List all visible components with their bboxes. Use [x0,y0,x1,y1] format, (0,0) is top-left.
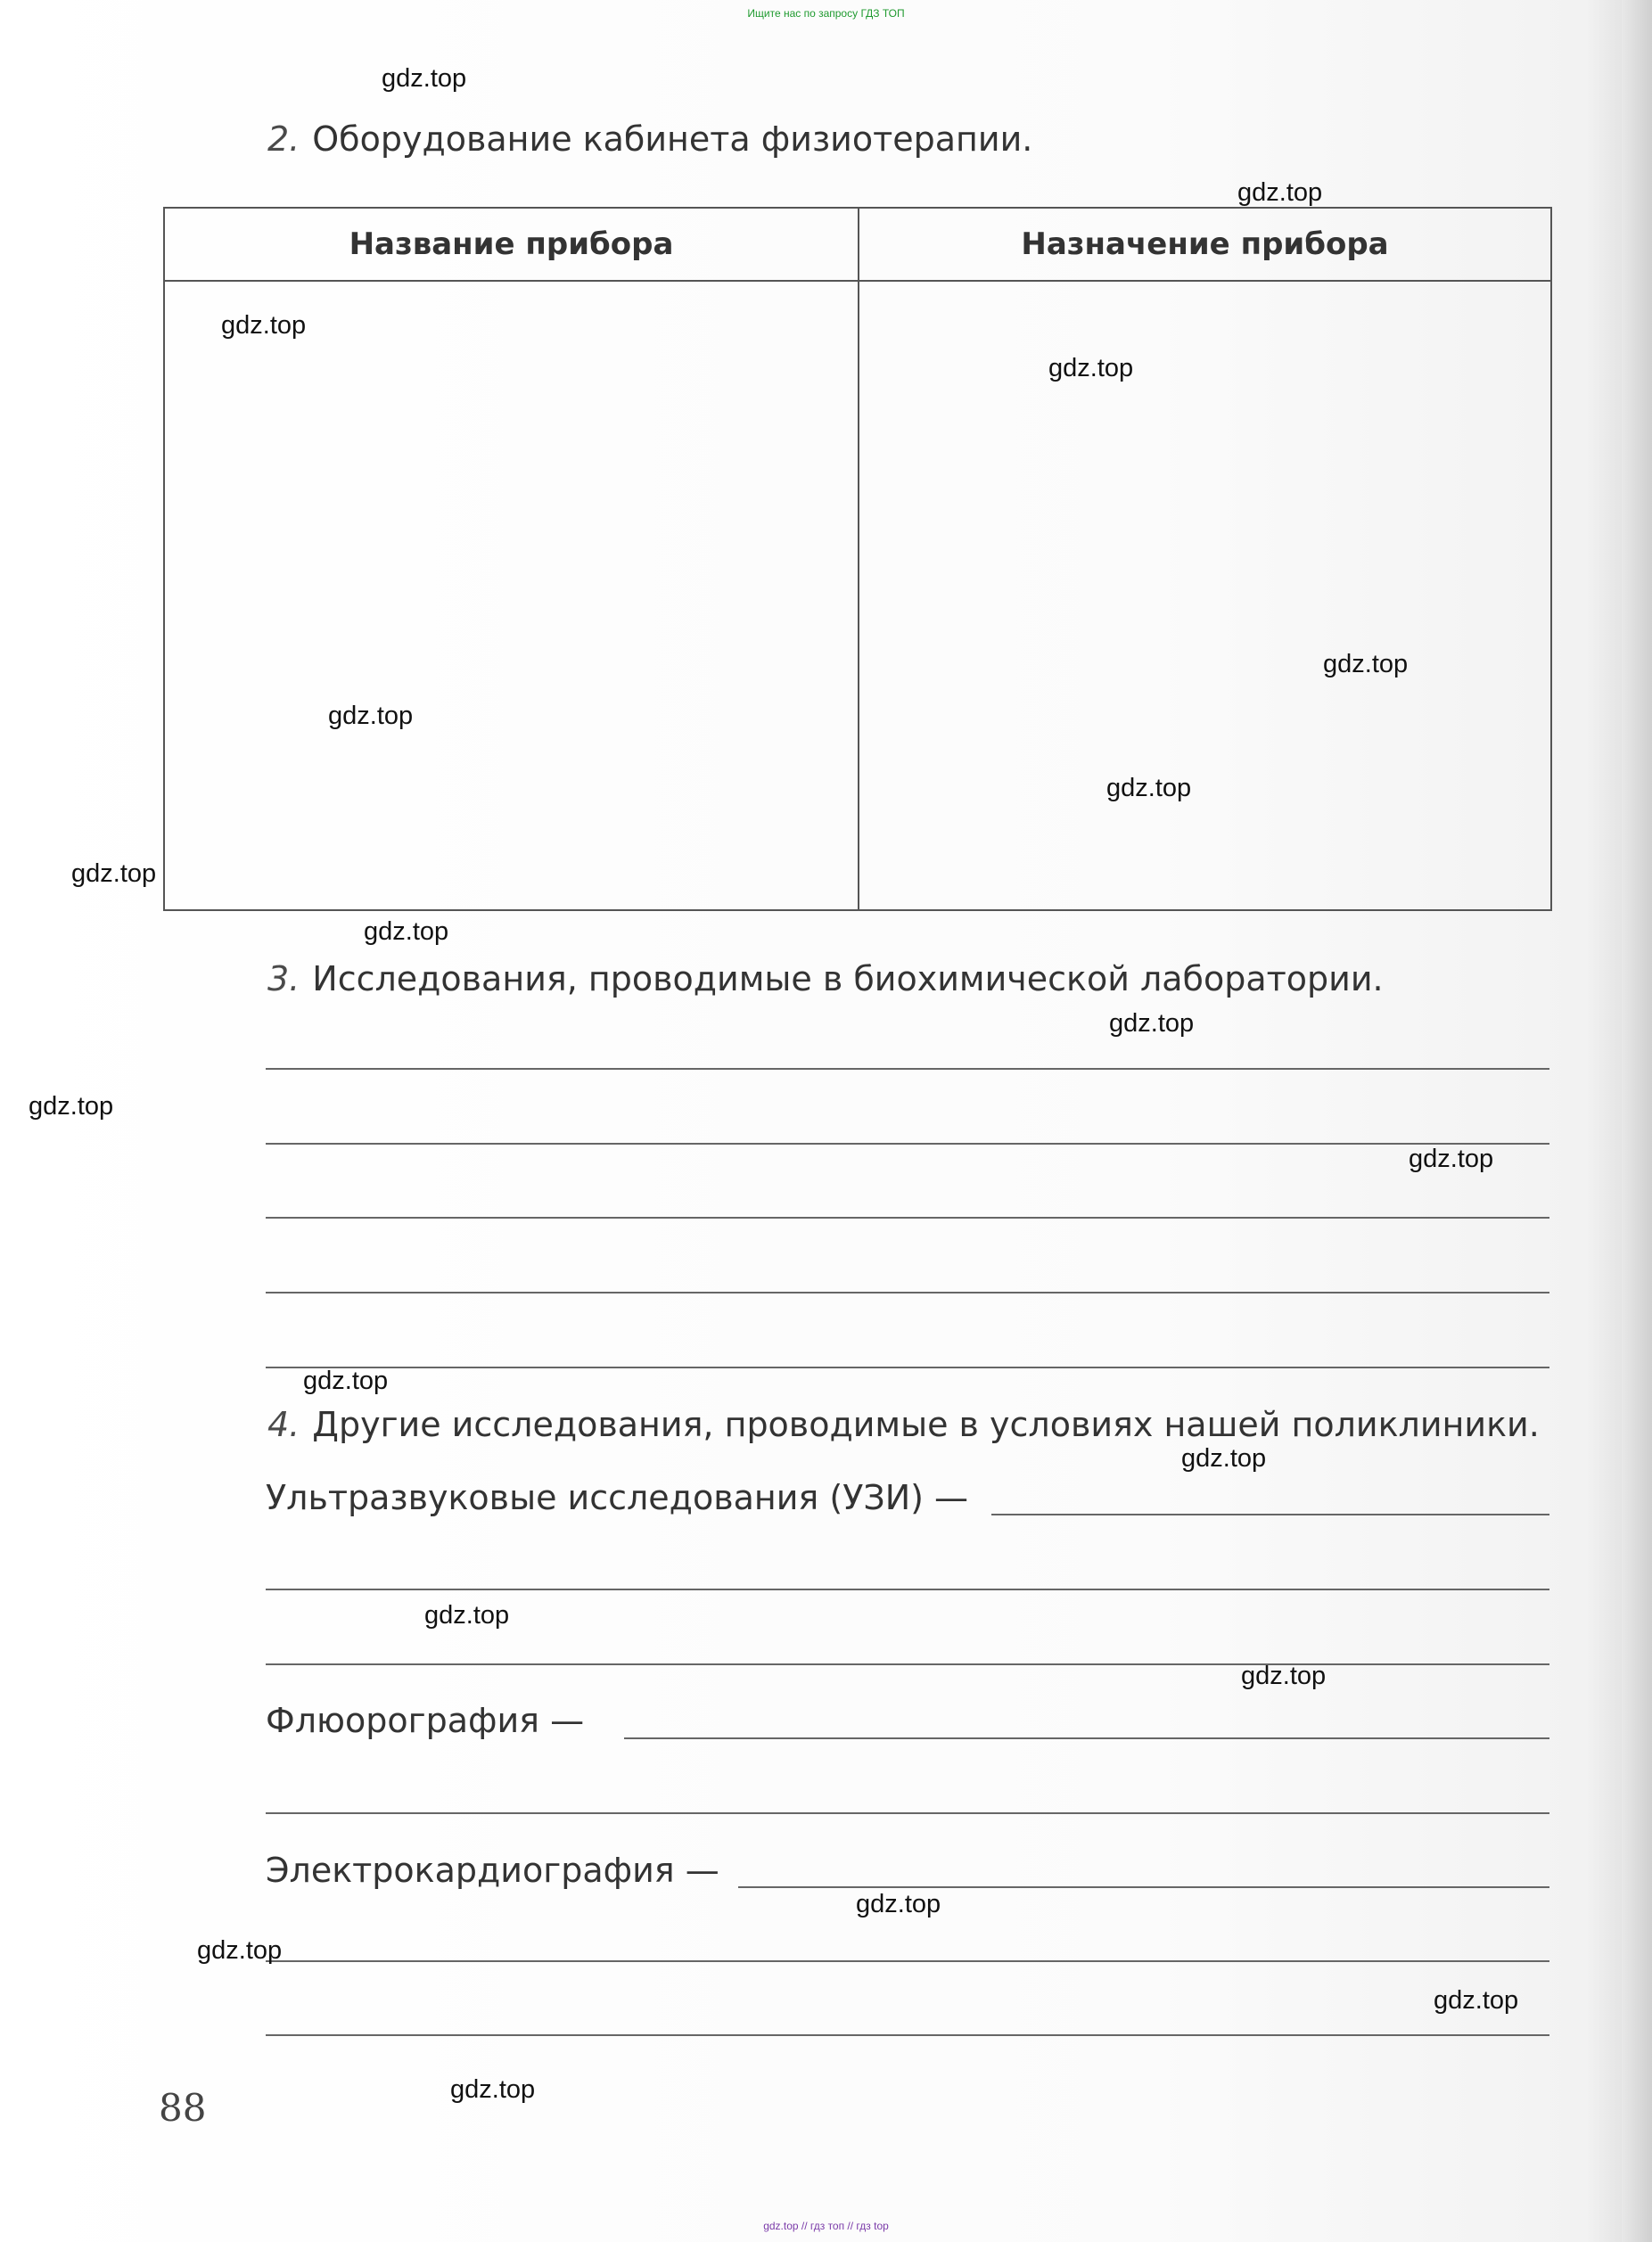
watermark: gdz.top [1181,1444,1267,1473]
watermark: gdz.top [1048,354,1134,382]
answer-line[interactable] [266,1143,1549,1145]
section-4-title: Другие исследования, проводимые в условиях нашей поликлиники. [312,1405,1540,1444]
devices-table [163,207,1552,911]
top-note: Ищите нас по запросу ГДЗ ТОП [747,7,905,20]
ultrasound-label: Ультразвуковые исследования (УЗИ) — [266,1478,969,1517]
table-header-row [164,208,1551,281]
section-3-heading [267,959,1384,998]
watermark: gdz.top [1106,774,1192,802]
page-number: 88 [159,2086,207,2130]
fluorography-label: Флюорография — [266,1701,585,1740]
answer-cell-device-purpose[interactable] [859,281,1551,910]
watermark: gdz.top [424,1601,510,1630]
page-gutter-shadow [1622,0,1652,2242]
answer-line[interactable] [266,1960,1549,1962]
watermark: gdz.top [364,917,449,946]
table-answer-row [164,281,1551,910]
answer-cell-device-name[interactable] [164,281,859,910]
watermark: gdz.top [29,1092,114,1121]
answer-line[interactable] [266,2034,1549,2036]
watermark: gdz.top [856,1890,941,1918]
watermark: gdz.top [1434,1986,1519,2015]
watermark: gdz.top [197,1936,283,1965]
section-4-heading [267,1405,1540,1444]
section-2-number: 2. [267,119,300,159]
ecg-answer-line[interactable] [738,1886,1549,1888]
fluorography-answer-line[interactable] [624,1737,1549,1739]
section-3-title: Исследования, проводимые в биохимической лаборатории. [312,959,1384,998]
watermark: gdz.top [1323,650,1409,678]
section-2-title: Оборудование кабинета физиотерапии. [312,119,1033,159]
watermark: gdz.top [71,859,157,888]
answer-line[interactable] [266,1812,1549,1814]
watermark: gdz.top [1109,1009,1195,1038]
watermark: gdz.top [221,311,307,340]
watermark: gdz.top [450,2075,536,2104]
answer-line[interactable] [266,1663,1549,1665]
watermark: gdz.top [1237,178,1323,207]
watermark: gdz.top [382,64,467,93]
watermark: gdz.top [1409,1145,1494,1173]
watermark: gdz.top [1241,1662,1327,1690]
header-device-name: Название прибора [164,208,859,281]
answer-line[interactable] [266,1068,1549,1070]
watermark: gdz.top [303,1367,389,1395]
answer-line[interactable] [266,1292,1549,1293]
ecg-label: Электрокардиография — [266,1851,719,1890]
ultrasound-answer-line[interactable] [991,1514,1549,1515]
watermark: gdz.top [328,702,414,730]
answer-line[interactable] [266,1589,1549,1590]
bottom-note: gdz.top // гдз топ // гдз top [763,2220,889,2232]
section-2-heading [267,119,1032,159]
header-device-purpose: Назначение прибора [859,208,1551,281]
answer-line[interactable] [266,1367,1549,1368]
answer-line[interactable] [266,1217,1549,1219]
section-4-number: 4. [267,1405,300,1444]
section-3-number: 3. [267,959,300,998]
